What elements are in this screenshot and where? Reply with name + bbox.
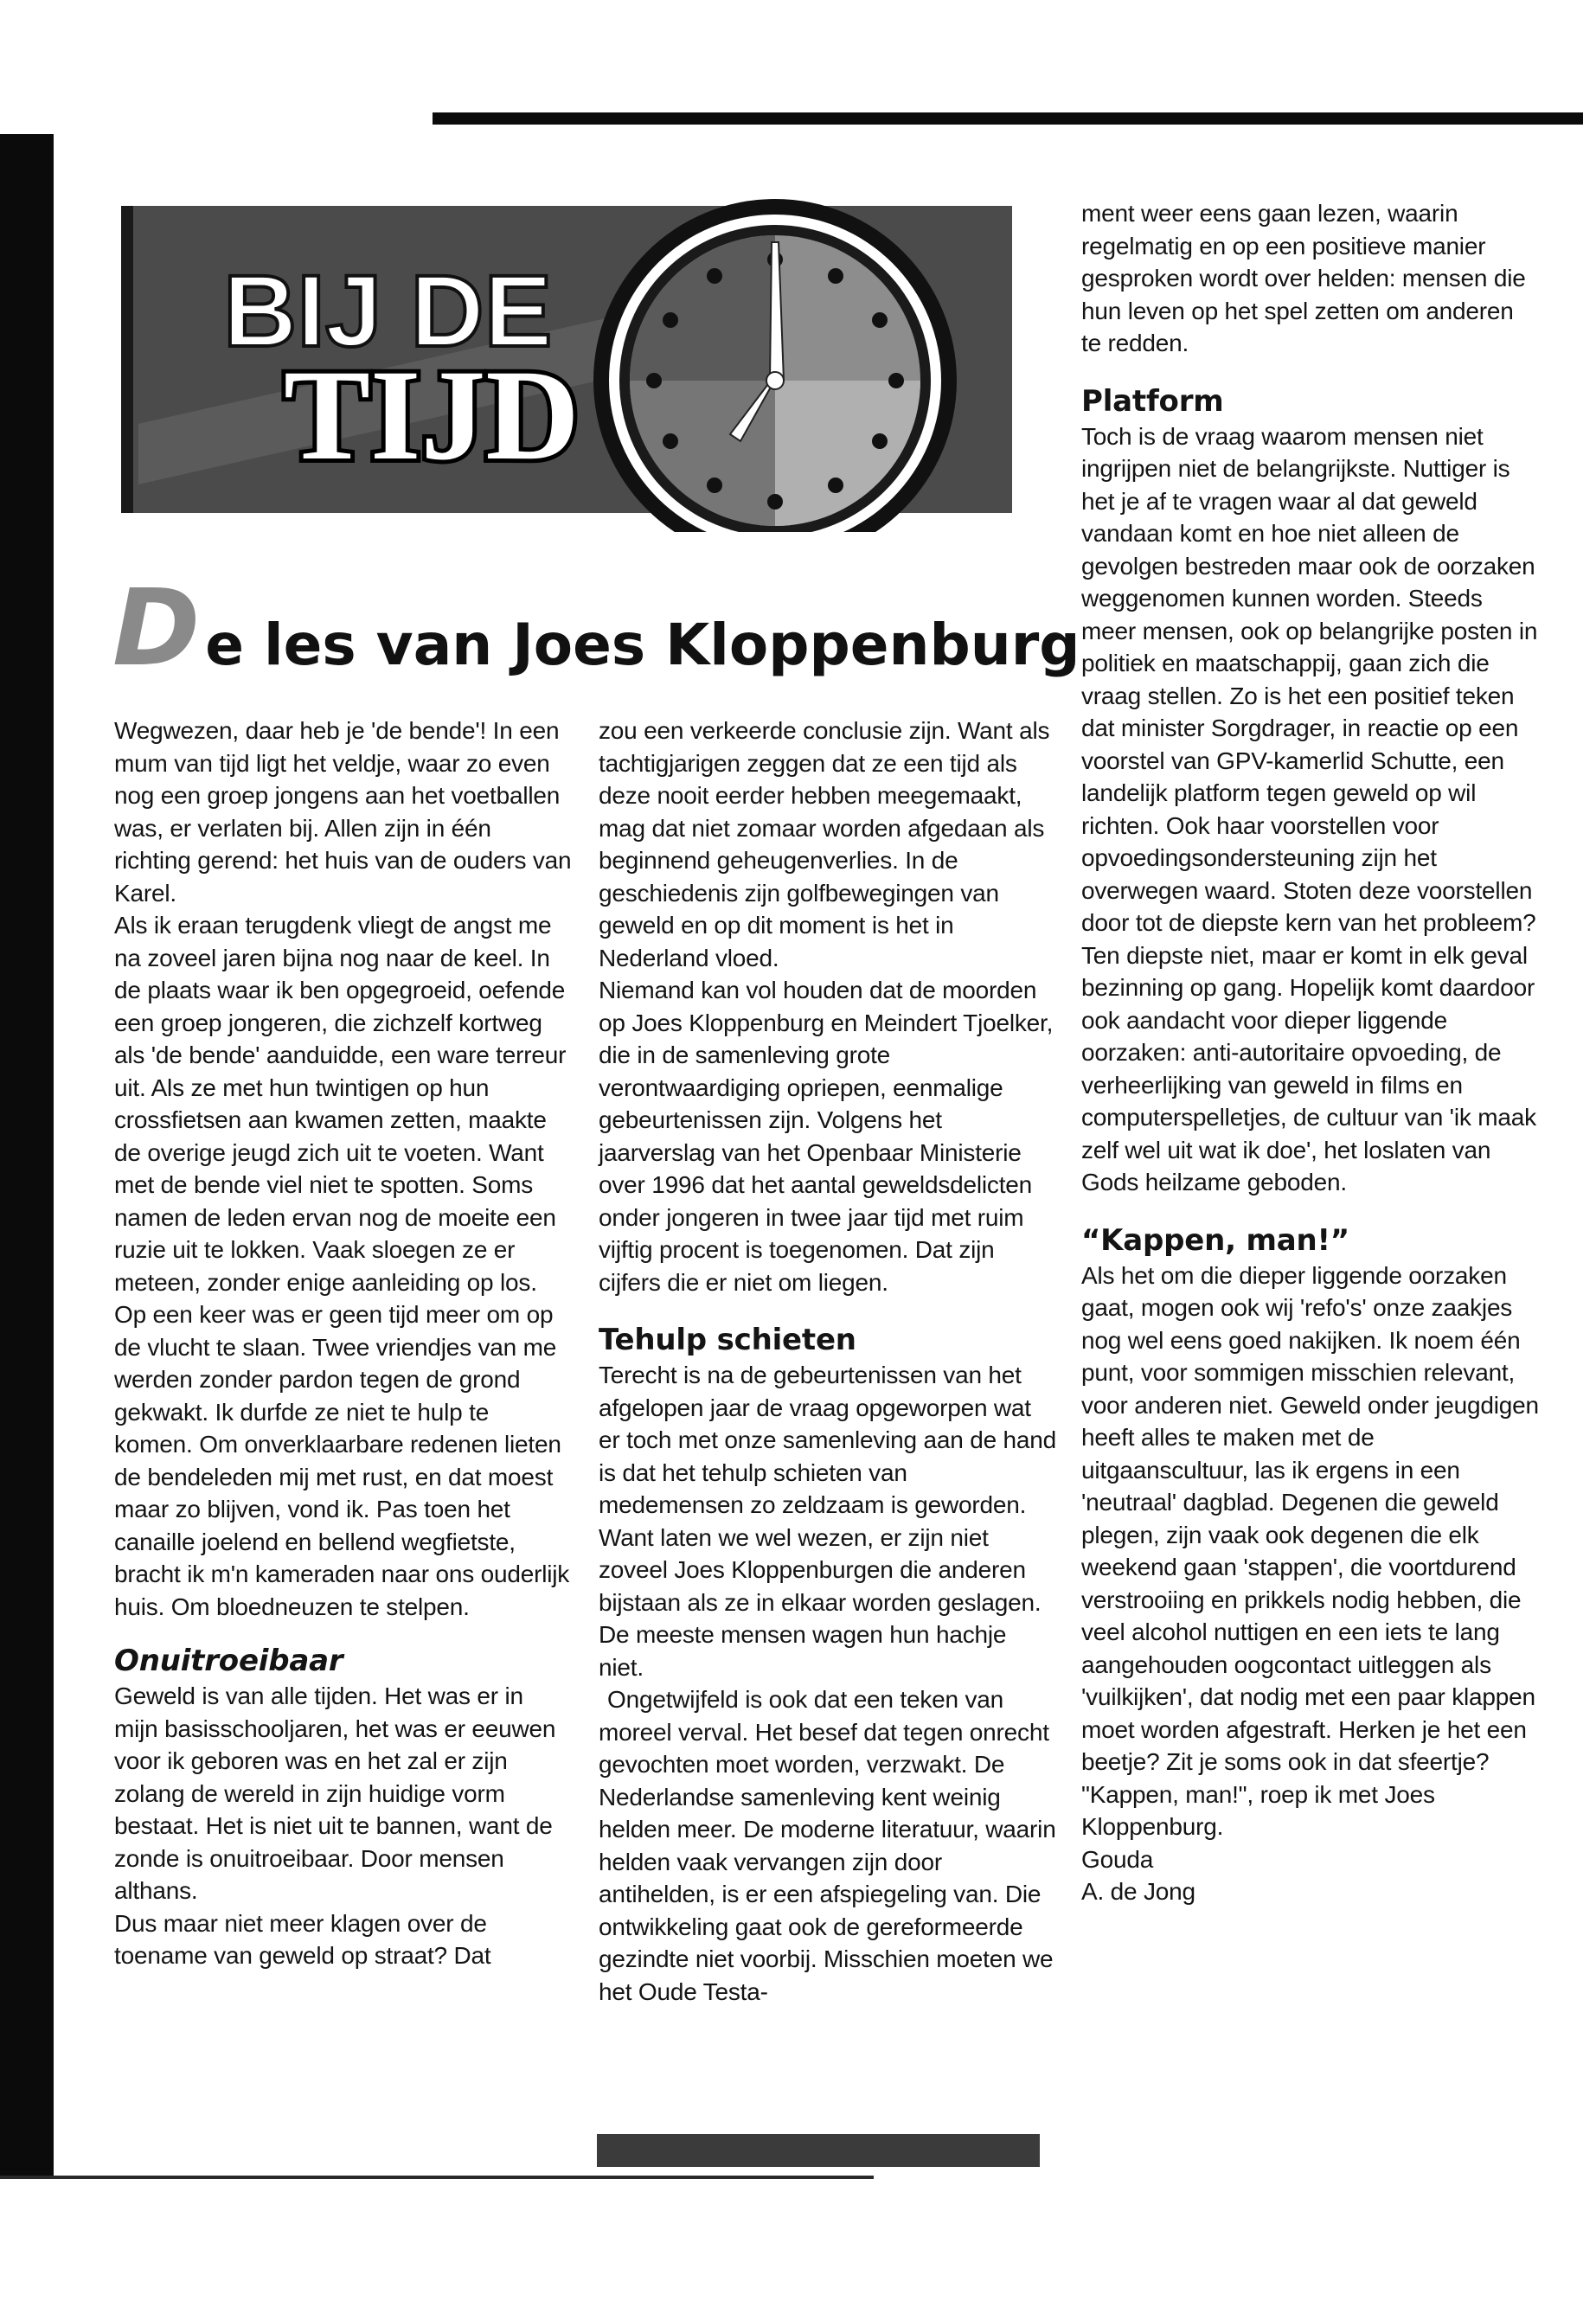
page-number-bar — [597, 2134, 1040, 2167]
article-column-1 — [114, 715, 573, 1972]
subheading-kappen-man: “Kappen, man!” — [1081, 1222, 1349, 1258]
paragraph: Als ik eraan terugdenk vliegt de angst me na zoveel jaren bijna nog naar de keel. In de plaats waar ik ben opgegroeid, oefende een groep jongeren, die zichzelf kortweg als 'de bende' aanduidde, een ware terreur uit. Als ze met hun twintigen op hun crossfietsen aan kwamen zetten, maakte de overige jeugd zich uit te voeten. Want met de bende viel niet te spotten. Soms namen de leden ervan nog de moeite een ruzie uit te lokken. Vaak sloegen ze er meteen, zonder enige aanleiding op los. — [114, 912, 567, 1296]
signature-place: Gouda — [1081, 1845, 1154, 1873]
clock-center — [766, 372, 784, 389]
clock-tick — [888, 373, 904, 388]
paragraph: Wegwezen, daar heb je 'de bende'! In een mum van tijd ligt het veldje, waar zo even nog een groep jongens aan het voetballen was, er verlaten bij. Allen zijn in één richting gerend: het huis van de ouders van Karel. — [114, 717, 572, 907]
clock-tick — [646, 373, 662, 388]
banner-line1: BIJ DE — [223, 254, 553, 369]
clock-tick — [663, 433, 678, 449]
scan-edge-bar — [0, 134, 54, 2176]
article-headline — [112, 567, 1080, 689]
paragraph: Dus maar niet meer klagen over de toename van geweld op straat? Dat — [114, 1909, 491, 1969]
paragraph: ment weer eens gaan lezen, waarin regelmatig en op een positieve manier gesproken wordt over helden: mensen die hun leven op het spel zetten om anderen te redden. — [1081, 200, 1526, 356]
clock-tick — [828, 268, 843, 284]
bottom-rule — [0, 2176, 874, 2179]
paragraph: Als het om die dieper liggende oorzaken gaat, mogen ook wij 'refo's' onze zaakjes nog wel eens goed nakijken. Ik noem één punt, voor sommigen misschien relevant, voor anderen niet. Geweld onder jeugdigen heeft alles te maken met de uitgaanscultuur, las ik ergens in een 'neutraal' dagblad. Degenen die geweld plegen, zijn vaak ook degenen die elk weekend gaan 'stappen', die voortdurend verstrooiing en prikkels nodig hebben, die veel alcohol nuttigen en een iets te lang aangehouden oogcontact uitleggen als 'vuilkijken', dat nodig met een paar klappen moet worden afgestraft. Herken je het een beetje? Zit je soms ook in dat sfeertje? "Kappen, man!", roep ik met Joes Kloppenburg. — [1081, 1261, 1539, 1840]
signature-author: A. de Jong — [1081, 1878, 1195, 1905]
subheading-onuitroeibaar: Onuitroeibaar — [114, 1644, 343, 1678]
paragraph: Geweld is van alle tijden. Het was er in mijn basisschooljaren, het was er eeuwen voor ik geboren was en het zal er zijn zolang de wereld in zijn huidige vorm bestaat. Het is niet uit te bannen, want de zonde is onuitroeibaar. Door mensen althans. — [114, 1682, 556, 1904]
paragraph: Terecht is na de gebeurtenissen van het afgelopen jaar de vraag opgeworpen wat er toch met onze samenleving aan de hand is dat het tehulp schieten van medemensen zo zeldzaam is geworden. Want laten we wel wezen, er zijn niet zoveel Joes Kloppenburgen die anderen bijstaan als ze in elkaar worden geslagen. De meeste mensen wagen hun hachje niet. — [599, 1362, 1057, 1681]
banner-left-edge — [121, 206, 133, 513]
article-column-2 — [599, 715, 1057, 2008]
headline-drop-cap: D — [112, 567, 201, 689]
clock-tick — [707, 268, 722, 284]
paragraph: Niemand kan vol houden dat de moorden op Joes Kloppenburg en Meindert Tjoelker, die in de samenleving grote verontwaardiging opriepen, eenmalige gebeurtenissen zijn. Volgens het jaarverslag van het Openbaar Ministerie over 1996 dat het aantal geweldsdelicten onder jongeren in twee jaar tijd met ruim vijftig procent is toegenomen. Dat zijn cijfers die er niet om liegen. — [599, 977, 1054, 1296]
banner-line2: TIJD — [284, 343, 580, 487]
paragraph: Toch is de vraag waarom mensen niet ingrijpen niet de belangrijkste. Nuttiger is het je af te vragen waar al dat geweld vandaan komt en hoe niet alleen de gevolgen bestreden maar ook de oorzaken weggenomen kunnen worden. Steeds meer mensen, ook op belangrijke posten in politiek en maatschappij, gaan zich die vraag stellen. Zo is het een positief teken dat minister Sorgdrager, in reactie op een voorstel van GPV-kamerlid Schutte, een landelijk platform tegen geweld op wil richten. Ook haar voorstellen voor opvoedingsondersteuning zijn het overwegen waard. Stoten deze voorstellen door tot de diepste kern van het probleem? Ten diepste niet, maar er komt in elk geval bezinning op gang. Hopelijk komt daardoor ook aandacht voor dieper liggende oorzaken: anti-autoritaire opvoeding, de verheerlijking van geweld in films en computerspelletjes, de cultuur van 'ik maak zelf wel uit wat ik doe', het loslaten van Gods heilzame geboden. — [1081, 422, 1538, 1195]
clock-tick — [663, 312, 678, 328]
subheading-tehulp-schieten: Tehulp schieten — [599, 1323, 856, 1357]
clock-tick — [767, 494, 783, 510]
paragraph: Op een keer was er geen tijd meer om op de vlucht te slaan. Twee vriendjes van me werden zonder pardon tegen de grond gekwakt. Ik durfde ze niet te hulp te komen. Om onverklaarbare redenen lieten de bendeleden mij met rust, en dat moest maar zo blijven, vond ik. Pas toen het canaille joelend en bellend wegfietste, bracht ik m'n kameraden naar ons ouderlijk huis. Om bloedneuzen te stelpen. — [114, 1301, 570, 1620]
paragraph: Ongetwijfeld is ook dat een teken van moreel verval. Het besef dat tegen onrecht gevochten moet worden, verzwakt. De Nederlandse samenleving kent weinig helden meer. De moderne literatuur, waarin helden vaak vervangen zijn door antihelden, is er een afspiegeling van. Die ontwikkeling gaat ook de gereformeerde gezindte niet voorbij. Misschien moeten we het Oude Testa- — [599, 1686, 1056, 2005]
subheading-platform: Platform — [1081, 383, 1224, 419]
top-rule — [433, 112, 1583, 125]
clock-tick — [828, 478, 843, 493]
article-column-3 — [1081, 197, 1540, 1908]
clock-tick — [872, 312, 888, 328]
clock-tick — [707, 478, 722, 493]
headline-text: e les van Joes Kloppenburg — [205, 612, 1080, 678]
section-banner — [121, 199, 1012, 532]
paragraph: zou een verkeerde conclusie zijn. Want als tachtigjarigen zeggen dat ze een tijd als deze nooit eerder hebben meegemaakt, mag dat niet zomaar worden afgedaan als beginnend geheugenverlies. In de geschiedenis zijn golfbewegingen van geweld en op dit moment is het in Nederland vloed. — [599, 717, 1050, 971]
clock-tick — [872, 433, 888, 449]
